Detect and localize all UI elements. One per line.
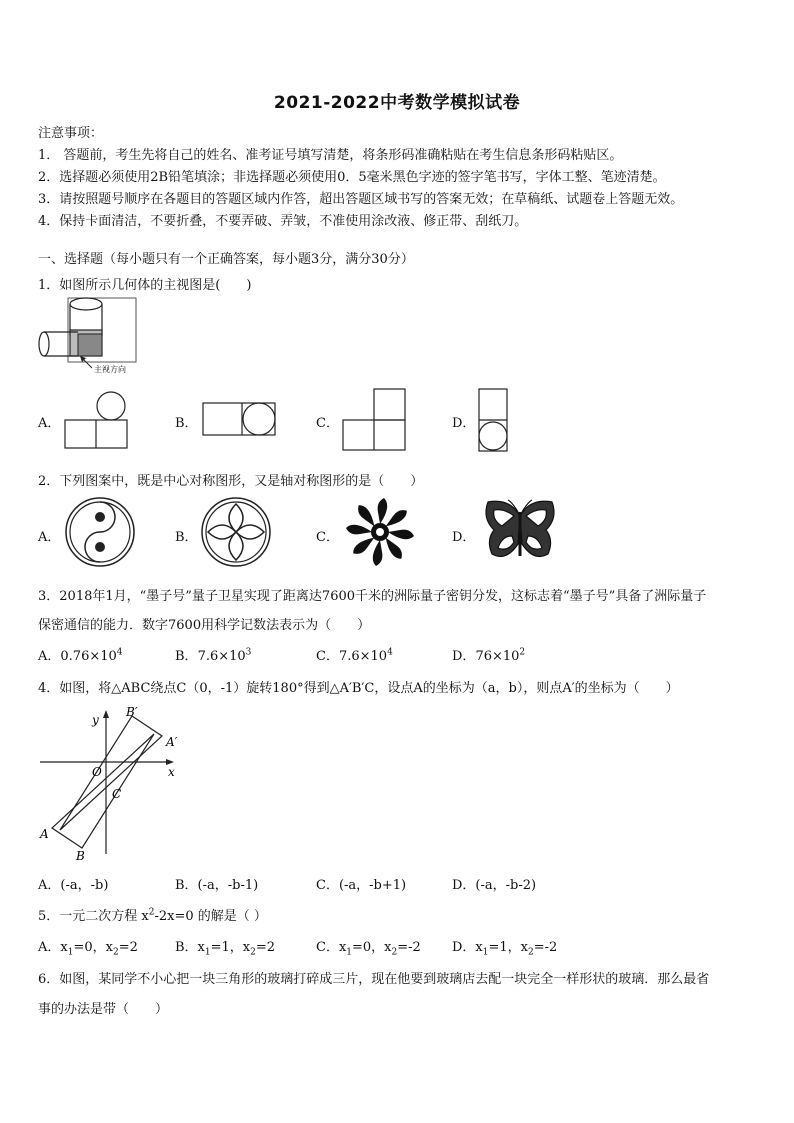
q1-option-d-label: D． <box>452 416 476 431</box>
question-3-stem-line2: 保密通信的能力．数字7600用科学记数法表示为（ ） <box>38 618 371 633</box>
q4-coordinate-figure <box>36 704 186 864</box>
q4-x-axis-label: x <box>168 765 175 779</box>
q2-option-d-butterfly-figure <box>480 496 560 568</box>
q5-option-c: C．$x_1=0$，$x_2=-2$ <box>316 940 421 958</box>
q1-view-direction-label: 主视方向 <box>94 365 126 374</box>
question-6-stem-line1: 6．如图，某同学不小心把一块三角形的玻璃打碎成三片，现在他要到玻璃店去配一块完全一样形状的玻璃．那么最省 <box>38 972 710 987</box>
section-heading: 一、选择题（每小题只有一个正确答案，每小题3分，满分30分） <box>38 252 414 267</box>
q2-option-b-label: B． <box>175 530 198 545</box>
q4-option-c: C．(-a，-b+1) <box>316 878 407 893</box>
question-5-stem: 5．一元二次方程 $x^2-2x=0$ 的解是（ ） <box>38 907 267 924</box>
notice-heading: 注意事项： <box>38 126 104 141</box>
q3-option-c: C．$7.6\times 10^4$ <box>316 647 393 664</box>
q2-option-a-taiji-figure <box>64 496 136 568</box>
q4-option-a: A．(-a，-b) <box>38 878 109 893</box>
notice-item: 1． 答题前，考生先将自己的姓名、准考证号填写清楚，将条形码准确粘贴在考生信息条形码粘贴区。 <box>38 148 623 163</box>
q2-option-c-label: C． <box>316 530 339 545</box>
q2-option-b-flower-figure <box>200 496 272 568</box>
q2-option-d-label: D． <box>452 530 476 545</box>
q1-option-a-figure <box>64 390 130 450</box>
q1-option-c-figure <box>342 388 408 452</box>
question-4-stem: 4．如图，将△ABC绕点C（0，-1）旋转180°得到△A′B′C，设点A的坐标为（a，b），则点A′的坐标为（ ） <box>38 681 679 696</box>
q4-y-axis-label: y <box>92 713 99 727</box>
notice-item: 4．保持卡面清洁，不要折叠，不要弄破、弄皱，不准使用涂改液、修正带、刮纸刀。 <box>38 214 528 229</box>
q3-option-d: D．$76\times 10^2$ <box>452 647 526 664</box>
q1-option-b-figure <box>202 402 278 438</box>
notice-item: 3．请按照题号顺序在各题目的答题区域内作答，超出答题区域书写的答案无效；在草稿纸、试题卷上答题无效。 <box>38 192 684 207</box>
question-2-stem: 2．下列图案中，既是中心对称图形，又是轴对称图形的是（ ） <box>38 474 424 489</box>
question-3-stem-line1: 3．2018年1月，“墨子号”量子卫星实现了距离达7600千米的洲际量子密钥分发，这标志着“墨子号”具备了洲际量子 <box>38 589 707 604</box>
notice-item: 2．选择题必须使用2B铅笔填涂；非选择题必须使用0．5毫米黑色字迹的签字笔书写，字体工整、笔迹清楚。 <box>38 170 666 185</box>
q5-option-d: D．$x_1=1$，$x_2=-2$ <box>452 940 558 958</box>
page-title: 2021-2022中考数学模拟试卷 <box>273 93 521 113</box>
q3-option-b: B．$7.6\times 10^3$ <box>175 647 252 664</box>
q4-point-b-label: B <box>76 849 85 863</box>
q4-option-b: B．(-a，-b-1) <box>175 878 259 893</box>
q4-point-b-prime-label: B′ <box>126 705 138 719</box>
q3-option-a: A．$0.76\times 10^4$ <box>38 647 123 664</box>
q5-option-b: B．$x_1=1$，$x_2=2$ <box>175 940 276 958</box>
question-1-stem: 1．如图所示几何体的主视图是( ) <box>38 278 252 293</box>
q1-option-a-label: A． <box>38 416 61 431</box>
q2-option-c-pinwheel-figure <box>342 494 418 570</box>
q2-option-a-label: A． <box>38 530 61 545</box>
q5-option-a: A．$x_1=0$，$x_2=2$ <box>38 940 138 958</box>
q1-option-b-label: B． <box>175 416 198 431</box>
q1-solid-figure <box>36 296 146 378</box>
q4-origin-label: O <box>92 765 102 779</box>
q1-option-c-label: C． <box>316 416 339 431</box>
q4-point-a-prime-label: A′ <box>166 735 178 749</box>
q4-point-a-label: A <box>40 827 49 841</box>
question-6-stem-line2: 事的办法是带（ ） <box>38 1002 169 1017</box>
q4-option-d: D．(-a，-b-2) <box>452 878 537 893</box>
q4-point-c-label: C <box>112 787 122 801</box>
q1-option-d-figure <box>478 388 510 452</box>
